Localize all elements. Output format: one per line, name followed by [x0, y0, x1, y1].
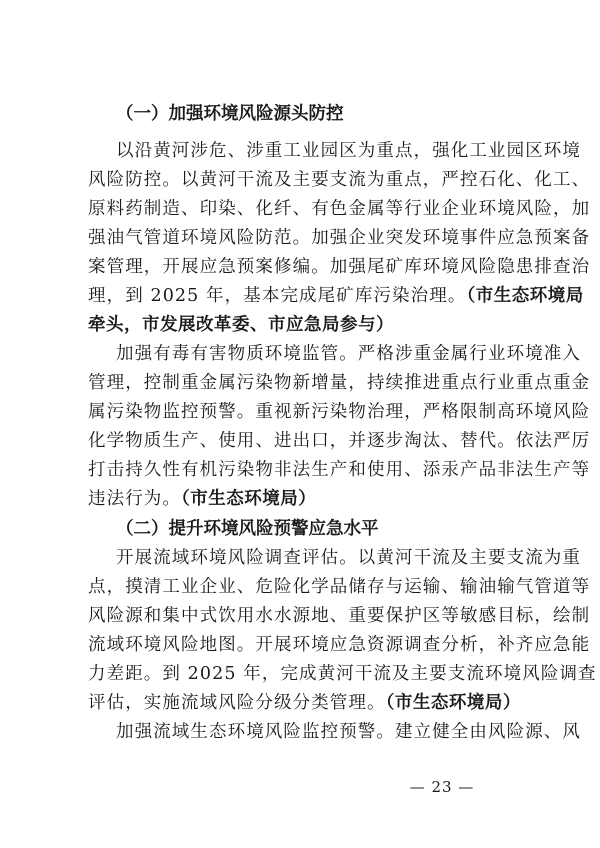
page-number: [0, 778, 600, 796]
paragraph-line: 力差距。到 2025 年，完成黄河干流及主要支流环境风险调查: [88, 664, 597, 684]
paragraph-line: 管理，控制重金属污染物新增量，持续推进重点行业重点重金: [88, 373, 591, 393]
paragraph-line: 风险源和集中式饮用水水源地、重要保护区等敏感目标，绘制: [88, 606, 591, 626]
paragraph-text: 违法行为。: [88, 489, 181, 509]
paragraph-line: 点，摸清工业企业、危险化学品储存与运输、输油输气管道等: [88, 577, 591, 597]
paragraph-line: 强油气管道环境风险防范。加强企业突发环境事件应急预案备: [88, 228, 591, 248]
paragraph-line: 属污染物监控预警。重视新污染物治理，严格限制高环境风险: [88, 402, 591, 422]
section-heading-1: （一）加强环境风险源头防控: [116, 104, 344, 124]
responsible-unit-continued: 牵头，市发展改革委、市应急局参与）: [88, 315, 394, 335]
responsible-unit: （市生态环境局）: [181, 489, 317, 509]
paragraph-line: [88, 282, 584, 311]
paragraph-line: 流域环境风险地图。开展环境应急资源调查分析，补齐应急能: [88, 635, 591, 655]
page-number-text: — 23 —: [409, 778, 475, 796]
paragraph-line: 加强有毒有害物质环境监管。严格涉重金属行业环境准入: [116, 344, 581, 364]
paragraph-line: 以沿黄河涉危、涉重工业园区为重点，强化工业园区环境: [116, 141, 581, 161]
paragraph-line: 化学物质生产、使用、进出口，并逐步淘汰、替代。依法严厉: [88, 431, 591, 451]
responsible-unit: （市生态环境局: [466, 286, 584, 306]
paragraph-line: 原料药制造、印染、化纤、有色金属等行业企业环境风险，加: [88, 199, 591, 219]
section-heading-2: （二）提升环境风险预警应急水平: [116, 519, 379, 539]
paragraph-text: 评估，实施流域风险分级分类管理。: [88, 693, 386, 713]
paragraph-text: 理，到 2025 年，基本完成尾矿库污染治理。: [88, 286, 467, 306]
paragraph-line: [88, 485, 316, 514]
paragraph-line: 打击持久性有机污染物非法生产和使用、添汞产品非法生产等: [88, 460, 591, 480]
paragraph-line: 风险防控。以黄河干流及主要支流为重点，严控石化、化工、: [88, 170, 591, 190]
paragraph-line: 案管理，开展应急预案修编。加强尾矿库环境风险隐患排查治: [88, 257, 591, 277]
responsible-unit: （市生态环境局）: [385, 693, 521, 713]
paragraph-line: 开展流域环境风险调查评估。以黄河干流及主要支流为重: [116, 548, 581, 568]
paragraph-line: [88, 689, 521, 718]
paragraph-line: 加强流域生态环境风险监控预警。建立健全由风险源、风: [116, 722, 581, 742]
